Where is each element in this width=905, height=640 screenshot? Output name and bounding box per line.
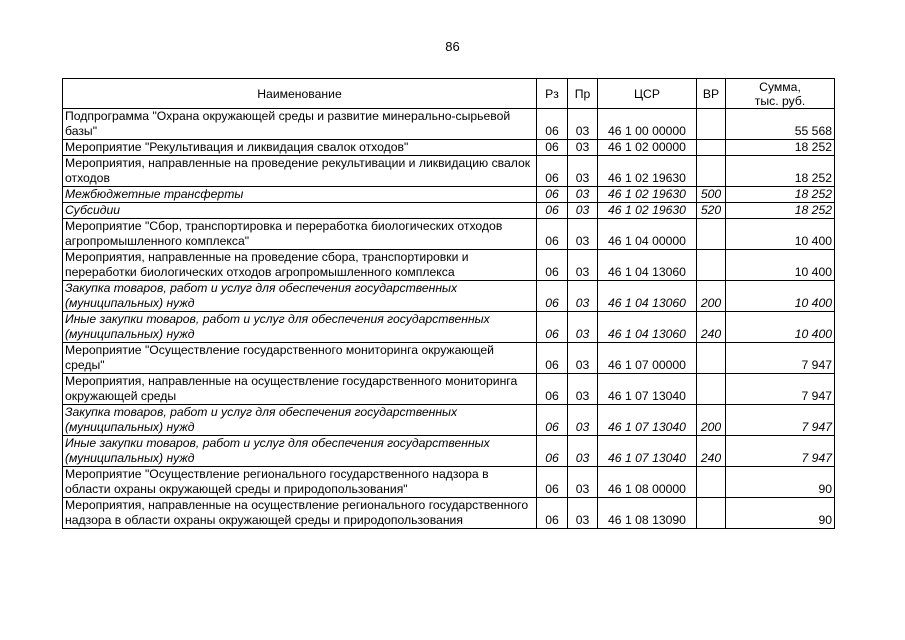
cell-pr: 03 [568,374,598,405]
cell-sum: 18 252 [726,156,835,187]
cell-vr [697,109,726,140]
cell-name: Иные закупки товаров, работ и услуг для обеспечения государственных (муниципальных) нужд [63,312,537,343]
cell-sum: 10 400 [726,312,835,343]
cell-rz: 06 [537,219,568,250]
cell-pr: 03 [568,109,598,140]
cell-sum: 90 [726,498,835,529]
cell-sum: 18 252 [726,203,835,219]
table-row [63,498,835,529]
cell-name: Мероприятия, направленные на осуществление регионального государственного надзора в области охраны окружающей среды и природопользования [63,498,537,529]
cell-csr: 46 1 07 13040 [598,374,697,405]
cell-name: Мероприятие "Сбор, транспортировка и переработка биологических отходов агропромышленного комплекса" [63,219,537,250]
table-row [63,250,835,281]
cell-vr: 200 [697,405,726,436]
cell-pr: 03 [568,343,598,374]
cell-rz: 06 [537,498,568,529]
cell-vr [697,343,726,374]
cell-rz: 06 [537,436,568,467]
header-name: Наименование [63,79,537,109]
cell-csr: 46 1 07 00000 [598,343,697,374]
cell-pr: 03 [568,187,598,203]
cell-rz: 06 [537,467,568,498]
cell-vr [697,140,726,156]
cell-pr: 03 [568,312,598,343]
table-row [63,140,835,156]
cell-pr: 03 [568,140,598,156]
table-row [63,281,835,312]
cell-csr: 46 1 07 13040 [598,436,697,467]
cell-rz: 06 [537,374,568,405]
cell-sum: 90 [726,467,835,498]
cell-vr [697,156,726,187]
cell-pr: 03 [568,405,598,436]
header-vr: ВР [697,79,726,109]
header-sum-line2: тыс. руб. [754,93,806,108]
cell-sum: 18 252 [726,140,835,156]
header-sum [726,79,835,109]
cell-vr: 200 [697,281,726,312]
cell-sum: 18 252 [726,187,835,203]
cell-rz: 06 [537,281,568,312]
cell-vr [697,467,726,498]
page-number: 86 [445,39,460,54]
cell-sum: 7 947 [726,374,835,405]
cell-pr: 03 [568,281,598,312]
cell-rz: 06 [537,140,568,156]
cell-pr: 03 [568,498,598,529]
header-rz: Рз [537,79,568,109]
cell-name: Иные закупки товаров, работ и услуг для обеспечения государственных (муниципальных) нужд [63,436,537,467]
cell-vr [697,250,726,281]
cell-vr: 240 [697,436,726,467]
cell-rz: 06 [537,156,568,187]
cell-sum: 7 947 [726,436,835,467]
cell-csr: 46 1 02 00000 [598,140,697,156]
table-row [63,109,835,140]
cell-sum: 10 400 [726,219,835,250]
budget-table [62,78,835,529]
cell-name: Мероприятия, направленные на проведение рекультивации и ликвидацию свалок отходов [63,156,537,187]
cell-name: Межбюджетные трансферты [63,187,537,203]
cell-vr [697,498,726,529]
cell-csr: 46 1 04 13060 [598,281,697,312]
cell-rz: 06 [537,250,568,281]
cell-csr: 46 1 04 00000 [598,219,697,250]
cell-pr: 03 [568,203,598,219]
table-row [63,156,835,187]
cell-pr: 03 [568,219,598,250]
cell-name: Субсидии [63,203,537,219]
table-row [63,187,835,203]
table-row [63,312,835,343]
cell-csr: 46 1 02 19630 [598,156,697,187]
cell-csr: 46 1 02 19630 [598,187,697,203]
cell-name: Закупка товаров, работ и услуг для обеспечения государственных (муниципальных) нужд [63,281,537,312]
cell-csr: 46 1 04 13060 [598,312,697,343]
cell-rz: 06 [537,405,568,436]
table-row [63,219,835,250]
cell-rz: 06 [537,312,568,343]
cell-name: Мероприятия, направленные на проведение сбора, транспортировки и переработки биологических отходов агропромышленного комплекса [63,250,537,281]
cell-rz: 06 [537,109,568,140]
cell-name: Мероприятие "Рекультивация и ликвидация свалок отходов" [63,140,537,156]
cell-csr: 46 1 00 00000 [598,109,697,140]
cell-pr: 03 [568,436,598,467]
table-row [63,405,835,436]
cell-sum: 55 568 [726,109,835,140]
cell-vr [697,219,726,250]
cell-pr: 03 [568,467,598,498]
cell-vr: 520 [697,203,726,219]
header-csr: ЦСР [598,79,697,109]
cell-vr: 500 [697,187,726,203]
cell-csr: 46 1 08 00000 [598,467,697,498]
cell-csr: 46 1 07 13040 [598,405,697,436]
cell-csr: 46 1 02 19630 [598,203,697,219]
table-row [63,436,835,467]
cell-rz: 06 [537,187,568,203]
table-row [63,467,835,498]
cell-rz: 06 [537,203,568,219]
cell-name: Мероприятие "Осуществление регионального государственного надзора в области охраны окружающей среды и природопользования" [63,467,537,498]
cell-csr: 46 1 04 13060 [598,250,697,281]
table-row [63,343,835,374]
cell-sum: 10 400 [726,250,835,281]
cell-vr [697,374,726,405]
cell-name: Мероприятие "Осуществление государственного мониторинга окружающей среды" [63,343,537,374]
cell-name: Подпрограмма "Охрана окружающей среды и развитие минерально-сырьевой базы" [63,109,537,140]
cell-csr: 46 1 08 13090 [598,498,697,529]
cell-sum: 10 400 [726,281,835,312]
header-pr: Пр [568,79,598,109]
cell-rz: 06 [537,343,568,374]
cell-pr: 03 [568,250,598,281]
cell-sum: 7 947 [726,343,835,374]
cell-vr: 240 [697,312,726,343]
cell-name: Закупка товаров, работ и услуг для обеспечения государственных (муниципальных) нужд [63,405,537,436]
table-row [63,203,835,219]
cell-pr: 03 [568,156,598,187]
cell-name: Мероприятия, направленные на осуществление государственного мониторинга окружающей среды [63,374,537,405]
header-sum-line1: Сумма, [759,79,801,94]
cell-sum: 7 947 [726,405,835,436]
table-header-row [63,79,835,109]
table-row [63,374,835,405]
